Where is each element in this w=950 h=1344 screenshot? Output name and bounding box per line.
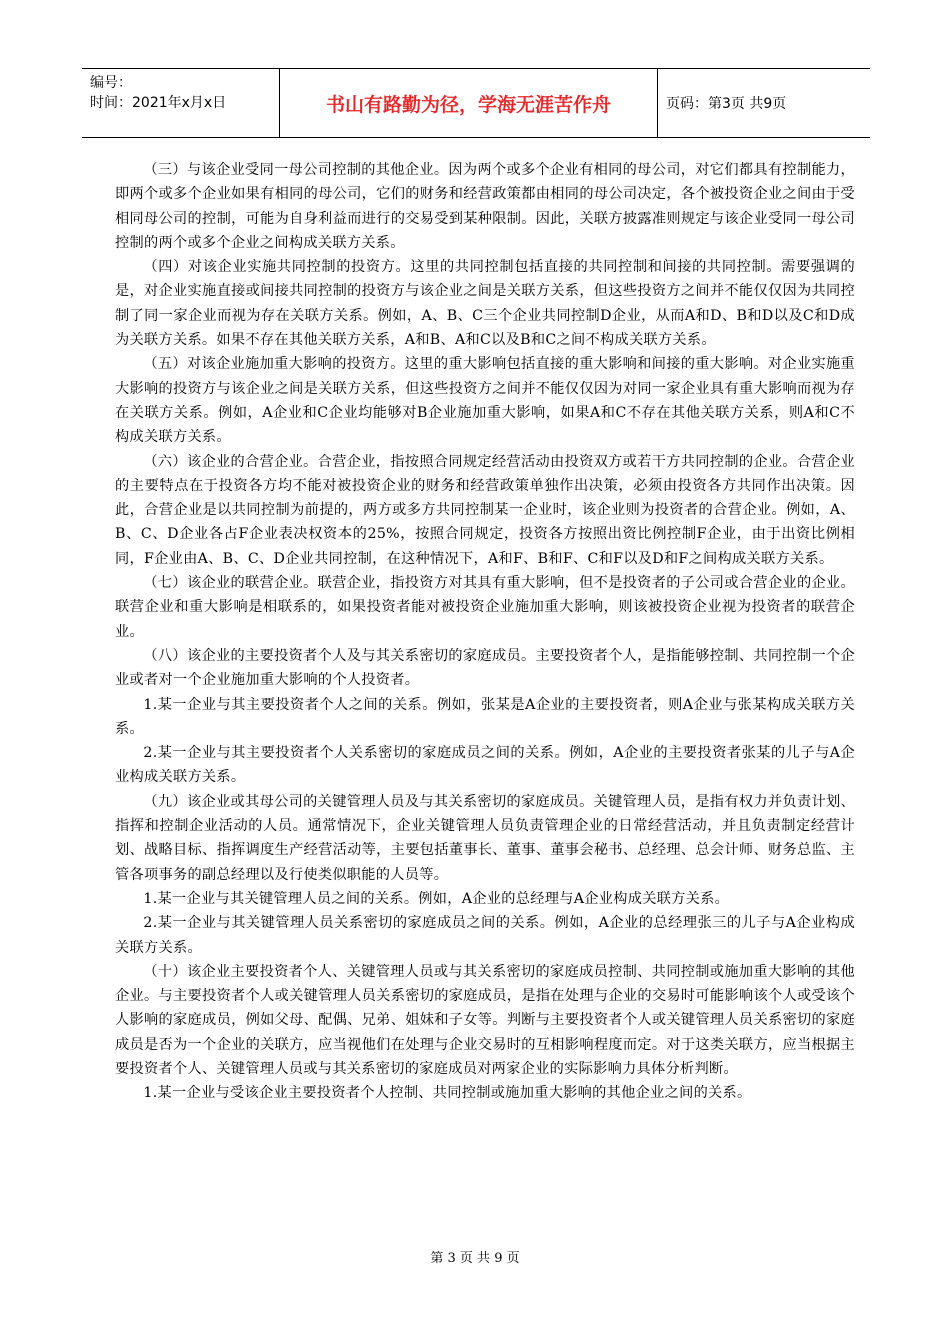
time-label: 时间：2021年x月x日	[90, 95, 227, 111]
paragraph-section-8-item-2: 2.某一企业与其主要投资者个人关系密切的家庭成员之间的关系。例如，A企业的主要投资者张某的儿子与A企业构成关联方关系。	[115, 745, 855, 786]
paragraph-section-10-item-1: 1.某一企业与受该企业主要投资者个人控制、共同控制或施加重大影响的其他企业之间的关系。	[143, 1085, 752, 1102]
paragraph-section-6: （六）该企业的合营企业。合营企业，指按照合同规定经营活动由投资双方或若干方共同控制的企业。合营企业的主要特点在于投资各方均不能对被投资企业的财务和经营政策单独作出决策，必须由投资各方共同作出决策。因此，合营企业是以共同控制为前提的，两方或多方共同控制某一企业时，该企业则为投资者的合营企业。例如，A、B、C、D企业各占F企业表决权资本的25%，按照合同规定，投资各方按照出资比例控制F企业，由于出资比例相同，F企业由A、B、C、D企业共同控制，在这种情况下，A和F、B和F、C和F以及D和F之间构成关联方关系。	[115, 453, 855, 567]
paragraph-section-8: （八）该企业的主要投资者个人及与其关系密切的家庭成员。主要投资者个人，是指能够控制、共同控制一个企业或者对一个企业施加重大影响的个人投资者。	[115, 647, 855, 689]
paragraph-section-9: （九）该企业或其母公司的关键管理人员及与其关系密切的家庭成员。关键管理人员，是指有权力并负责计划、指挥和控制企业活动的人员。通常情况下，企业关键管理人员负责管理企业的日常经营活动，并且负责制定经营计划、战略目标、指挥调度生产经营活动等，主要包括董事长、董事、董事会秘书、总经理、总会计师、财务总监、主管各项事务的副总经理以及行使类似职能的人员等。	[115, 793, 855, 883]
header-motto: 书山有路勤为径，学海无涯苦作舟	[280, 69, 658, 137]
header-page-info: 页码：第3页 共9页	[666, 96, 787, 112]
header-meta	[82, 69, 280, 137]
paragraph-section-9-item-2: 2.某一企业与其关键管理人员关系密切的家庭成员之间的关系。例如，A企业的总经理张三的儿子与A企业构成关联方关系。	[115, 915, 855, 956]
paragraph-section-8-item-1: 1.某一企业与其主要投资者个人之间的关系。例如，张某是A企业的主要投资者，则A企业与张某构成关联方关系。	[115, 696, 855, 737]
paragraph-section-5: （五）对该企业施加重大影响的投资方。这里的重大影响包括直接的重大影响和间接的重大影响。对企业实施重大影响的投资方与该企业之间是关联方关系，但这些投资方之间并不能仅仅因为对同一家企业具有重大影响而视为存在关联方关系。例如，A企业和C企业均能够对B企业施加重大影响，如果A和C不存在其他关联方关系，则A和C不构成关联方关系。	[115, 356, 855, 446]
paragraph-section-9-item-1: 1.某一企业与其关键管理人员之间的关系。例如，A企业的总经理与A企业构成关联方关系。	[143, 890, 730, 907]
page-footer: 第 3 页 共 9 页	[430, 1251, 520, 1266]
paragraph-section-4: （四）对该企业实施共同控制的投资方。这里的共同控制包括直接的共同控制和间接的共同控制。需要强调的是，对企业实施直接或间接共同控制的投资方与该企业之间是关联方关系，但这些投资方之间并不能仅仅因为共同控制了同一家企业而视为存在关联方关系。例如，A、B、C三个企业共同控制D企业，从而A和D、B和D以及C和D成为关联方关系。如果不存在其他关联方关系，A和B、A和C以及B和C之间不构成关联方关系。	[115, 259, 855, 349]
paragraph-section-3: （三）与该企业受同一母公司控制的其他企业。因为两个或多个企业有相同的母公司，对它们都具有控制能力，即两个或多个企业如果有相同的母公司，它们的财务和经营政策都由相同的母公司决定，各个被投资企业之间由于受相同母公司的控制，可能为自身利益而进行的交易受到某种限制。因此，关联方披露准则规定与该企业受同一母公司控制的两个或多个企业之间构成关联方关系。	[115, 162, 855, 251]
paragraph-section-10: （十）该企业主要投资者个人、关键管理人员或与其关系密切的家庭成员控制、共同控制或施加重大影响的其他企业。与主要投资者个人或关键管理人员关系密切的家庭成员，是指在处理与企业的交易时可能影响该个人或受该个人影响的家庭成员，例如父母、配偶、兄弟、姐妹和子女等。判断与主要投资者个人或关键管理人员关系密切的家庭成员是否为一个企业的关联方，应当视他们在处理与企业交易时的互相影响程度而定。对于这类关联方，应当根据主要投资者个人、关键管理人员或与其关系密切的家庭成员对两家企业的实际影响力具体分析判断。	[115, 963, 855, 1077]
document-body	[115, 158, 855, 1106]
paragraph-section-7: （七）该企业的联营企业。联营企业，指投资方对其具有重大影响，但不是投资者的子公司或合营企业的企业。联营企业和重大影响是相联系的，如果投资者能对被投资企业施加重大影响，则该被投资企业视为投资者的联营企业。	[115, 575, 855, 640]
page-header	[82, 68, 870, 138]
number-label: 编号：	[90, 75, 132, 91]
